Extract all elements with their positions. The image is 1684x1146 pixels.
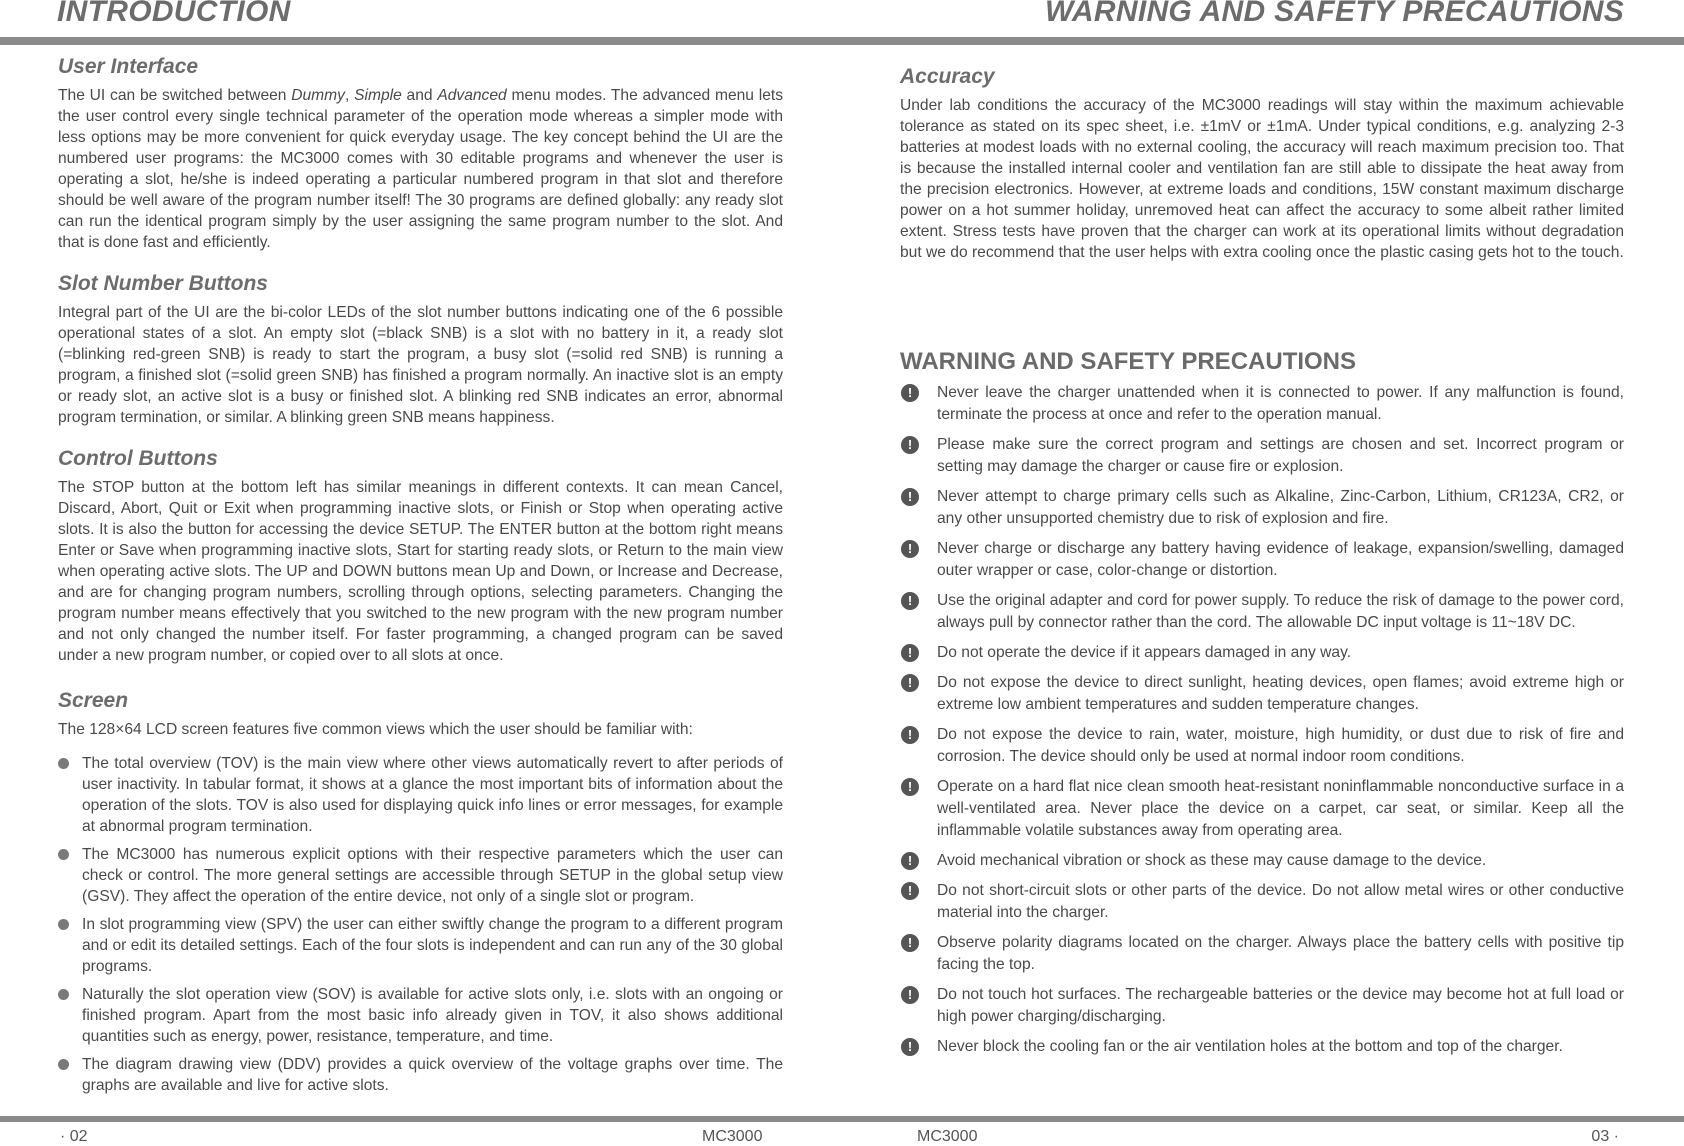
- header-title-introduction: INTRODUCTION: [57, 0, 291, 28]
- exclamation-icon: !: [901, 934, 919, 952]
- warning-item: ! Do not touch hot surfaces. The rechargeable batteries or the device may become hot at full load or high power charging/discharging.: [900, 984, 1624, 1028]
- warning-item: ! Do not expose the device to direct sunlight, heating devices, open flames; avoid extreme high or extreme low ambient temperatures and sudden temperature changes.: [900, 672, 1624, 716]
- warnings-list: [900, 382, 1624, 1058]
- warning-item: ! Observe polarity diagrams located on the charger. Always place the battery cells with positive tip facing the top.: [900, 932, 1624, 976]
- control-buttons-text: The STOP button at the bottom left has similar meanings in different contexts. It can mean Cancel, Discard, Abort, Quit or Exit when programming inactive slots, or Finish or Stop when operating active slots. It is also the button for accessing the device SETUP. The ENTER button at the bottom right means Enter or Save when programming inactive slots, Start for starting ready slots, or Return to the main view when operating active slots. The UP and DOWN buttons mean Up and Down, or Increase and Decrease, and are for changing program numbers, scrolling through options, selecting parameters. Changing the program number means effectively that you switched to the new program with the new program number and not only changed the number itself. For faster programming, a changed program can be saved under a new program number, or copied over to all slots at once.: [58, 479, 783, 664]
- mode-simple: Simple: [354, 87, 402, 104]
- list-item: The MC3000 has numerous explicit options with their respective parameters which the user can check or control. The more general settings are accessible through SETUP in the global setup view (GSV). They affect the operation of the entire device, not only of a single slot or program.: [58, 844, 783, 907]
- footer-rule: [0, 1116, 1684, 1122]
- left-column: [58, 52, 783, 1112]
- mode-dummy: Dummy: [291, 87, 345, 104]
- exclamation-icon: !: [901, 384, 919, 402]
- bullet-dot-icon: [58, 758, 69, 769]
- heading-accuracy: Accuracy: [900, 65, 995, 88]
- slot-number-buttons-text: Integral part of the UI are the bi-color LEDs of the slot number buttons indicating one of the 6 possible operational states of a slot. An empty slot (=black SNB) is a slot with no battery in it, a ready slot (=blinking red-green SNB) is ready to start the program, a busy slot (=solid red SNB) is running a program, a finished slot (=solid green SNB) has finished a program normally. An inactive slot is an empty or ready slot, an active slot is a busy or finished slot. A blinking red SNB indicates an error, abnormal program termination, or similar. A blinking green SNB means happiness.: [58, 304, 783, 426]
- page-number-left: · 02: [60, 1128, 88, 1145]
- section-accuracy: [900, 62, 1624, 263]
- section-control-buttons: [58, 444, 783, 666]
- warning-item: ! Do not operate the device if it appears damaged in any way.: [900, 642, 1624, 664]
- warning-item: ! Never block the cooling fan or the air ventilation holes at the bottom and top of the charger.: [900, 1036, 1624, 1058]
- warning-item: ! Avoid mechanical vibration or shock as these may cause damage to the device.: [900, 850, 1624, 872]
- exclamation-icon: !: [901, 540, 919, 558]
- warning-item: ! Do not short-circuit slots or other parts of the device. Do not allow metal wires or other conductive material into the charger.: [900, 880, 1624, 924]
- warning-item: ! Do not expose the device to rain, water, moisture, high humidity, or dust due to risk of fire and corrosion. The device should only be used at normal indoor room conditions.: [900, 724, 1624, 768]
- exclamation-icon: !: [901, 592, 919, 610]
- heading-warnings: WARNING AND SAFETY PRECAUTIONS: [900, 348, 1357, 375]
- exclamation-icon: !: [901, 488, 919, 506]
- list-item: The total overview (TOV) is the main view where other views automatically revert to after periods of user inactivity. In tabular format, it shows at a glance the most important bits of information about the operation of the slots. TOV is also used for displaying quick info lines or error messages, for example at abnormal program termination.: [58, 753, 783, 837]
- section-warnings: [900, 347, 1624, 1058]
- section-slot-number-buttons: [58, 269, 783, 428]
- header-title-warnings: WARNING AND SAFETY PRECAUTIONS: [1044, 0, 1624, 28]
- list-item: In slot programming view (SPV) the user can either swiftly change the program to a different program and or edit its detailed settings. Each of the four slots is independent and can run any of the 30 global programs.: [58, 914, 783, 977]
- screen-views-list: [58, 753, 783, 1096]
- list-item: Naturally the slot operation view (SOV) is available for active slots only, i.e. slots with an ongoing or finished program. Apart from the most basic info already given in TOV, it also shows additional quantities such as energy, power, resistance, temperature, and time.: [58, 984, 783, 1047]
- bullet-dot-icon: [58, 1059, 69, 1070]
- exclamation-icon: !: [901, 882, 919, 900]
- header-rule: [0, 37, 1684, 45]
- exclamation-icon: !: [901, 436, 919, 454]
- page-number-right: 03 ·: [1591, 1128, 1619, 1145]
- exclamation-icon: !: [901, 1038, 919, 1056]
- footer-model-left: MC3000: [702, 1128, 763, 1145]
- heading-user-interface: User Interface: [58, 55, 199, 78]
- warning-item: ! Use the original adapter and cord for power supply. To reduce the risk of damage to the power cord, always pull by connector rather than the cord. The allowable DC input voltage is 11~18V DC.: [900, 590, 1624, 634]
- exclamation-icon: !: [901, 674, 919, 692]
- warning-item: ! Never charge or discharge any battery having evidence of leakage, expansion/swelling, damaged outer wrapper or case, color-change or distortion.: [900, 538, 1624, 582]
- right-column: [900, 62, 1624, 1074]
- mode-advanced: Advanced: [437, 87, 507, 104]
- exclamation-icon: !: [901, 778, 919, 796]
- section-screen: [58, 686, 783, 1096]
- list-item: The diagram drawing view (DDV) provides a quick overview of the voltage graphs over time. The graphs are available and live for active slots.: [58, 1054, 783, 1096]
- heading-screen: Screen: [58, 689, 129, 712]
- bullet-dot-icon: [58, 989, 69, 1000]
- user-interface-text: The UI can be switched between Dummy, Simple and Advanced menu modes. The advanced menu lets the user control every single technical parameter of the operation mode whereas a simpler mode with less options may be more convenient for quick everyday usage. The key concept behind the UI are the numbered user programs: the MC3000 comes with 30 editable programs and whenever the user is operating a slot, he/she is indeed operating a particular numbered program in that slot and therefore should be well aware of the program number itself! The 30 programs are defined globally: any ready slot can run the identical program simply by the user assigning the same program number to the slot. And that is done fast and efficiently.: [58, 87, 784, 251]
- exclamation-icon: !: [901, 986, 919, 1004]
- section-user-interface: [58, 52, 783, 253]
- accuracy-text: Under lab conditions the accuracy of the MC3000 readings will stay within the maximum achievable tolerance as stated on its spec sheet, i.e. ±1mV or ±1mA. Under typical conditions, e.g. analyzing 2-3 batteries at modest loads with no external cooling, the accuracy will reach maximum precision too. That is because the installed internal cooler and ventilation fan are still able to dissipate the heat away from the precision electronics. However, at extreme loads and conditions, 15W constant maximum discharge power on a hot summer holiday, unremoved heat can affect the accuracy to some albeit rather limited extent. Stress tests have proven that the charger can work at its operational limits without degradation but we do recommend that the user helps with extra cooling once the plastic casing gets hot to the touch.: [900, 97, 1624, 261]
- warning-item: ! Please make sure the correct program and settings are chosen and set. Incorrect program or setting may damage the charger or cause fire or explosion.: [900, 434, 1624, 478]
- exclamation-icon: !: [901, 644, 919, 662]
- exclamation-icon: !: [901, 852, 919, 870]
- heading-slot-number-buttons: Slot Number Buttons: [58, 272, 268, 295]
- footer-model-right: MC3000: [917, 1128, 978, 1145]
- screen-intro-text: The 128×64 LCD screen features five common views which the user should be familiar with:: [58, 721, 693, 738]
- bullet-dot-icon: [58, 919, 69, 930]
- warning-item: ! Never leave the charger unattended when it is connected to power. If any malfunction is found, terminate the process at once and refer to the operation manual.: [900, 382, 1624, 426]
- warning-item: ! Never attempt to charge primary cells such as Alkaline, Zinc-Carbon, Lithium, CR123A, CR2, or any other unsupported chemistry due to risk of explosion and fire.: [900, 486, 1624, 530]
- heading-control-buttons: Control Buttons: [58, 447, 218, 470]
- exclamation-icon: !: [901, 726, 919, 744]
- warning-item: ! Operate on a hard flat nice clean smooth heat-resistant noninflammable nonconductive surface in a well-ventilated area. Never place the device on a carpet, car seat, or similar. Keep all the inflammable volatile substances away from operating area.: [900, 776, 1624, 842]
- bullet-dot-icon: [58, 849, 69, 860]
